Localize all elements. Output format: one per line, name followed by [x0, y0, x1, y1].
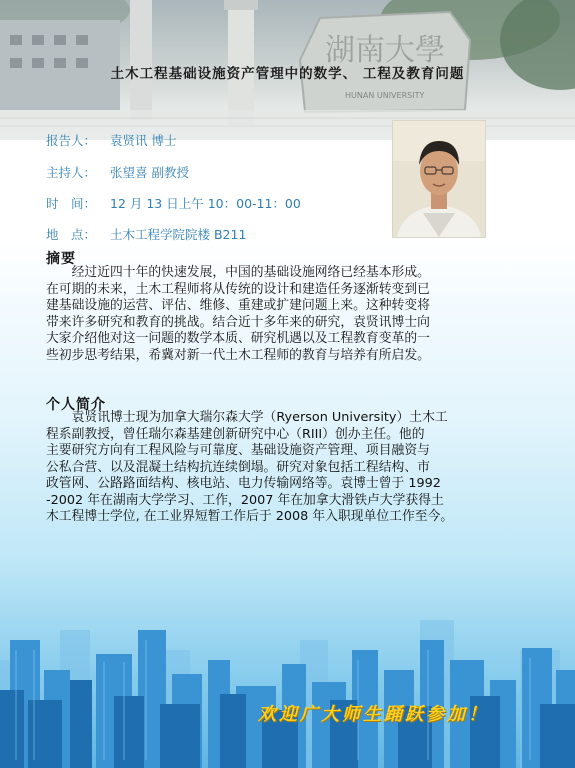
bio-text	[46, 410, 536, 526]
bio-line: 政管网、公路路面结构、核电站、电力传输网络等。袁博士曾于 1992	[46, 476, 441, 491]
speaker-portrait	[393, 121, 485, 237]
poster-title: 土木工程基础设施资产管理中的数学、 工程及教育问题	[110, 66, 465, 82]
bio-line: 袁贤讯博士现为加拿大瑞尔森大学（Ryerson University）土木工	[71, 410, 448, 425]
speaker-value: 袁贤讯 博士	[110, 133, 177, 148]
welcome-slogan: 欢迎广大师生踊跃参加！	[258, 704, 489, 725]
abstract-line: 带来许多研究和教育的挑战。结合近十多年来的研究，袁贤讯博士向	[46, 314, 430, 330]
place-label: 地 点：	[46, 227, 97, 242]
abstract-line: 在可期的未来，土木工程师将从传统的设计和建造任务逐渐转变到已	[46, 281, 430, 297]
place-value: 土木工程学院院楼 B211	[110, 227, 247, 242]
bio-line: 公私合营、以及混凝土结构抗连续倒塌。研究对象包括工程结构、市	[46, 459, 430, 475]
abstract-line: 经过近四十年的快速发展，中国的基础设施网络已经基本形成。	[71, 265, 430, 280]
abstract-heading: 摘要	[46, 251, 76, 267]
time-value: 12 月 13 日上午 10：00-11：00	[110, 196, 301, 211]
city-skyline-illustration	[0, 600, 575, 768]
place-row	[46, 225, 246, 243]
host-row	[46, 163, 189, 181]
bio-line: -2002 年在湖南大学学习、工作，2007 年在加拿大滑铁卢大学获得土	[46, 492, 444, 508]
bio-heading: 个人简介	[46, 397, 106, 413]
bio-line: 程系副教授，曾任瑞尔森基建创新研究中心（RIII）创办主任。他的	[46, 426, 425, 442]
svg-text:湖南大學: 湖南大學	[325, 33, 445, 68]
university-banner-text: HUNAN UNIVERSITY	[345, 91, 425, 100]
host-label: 主持人：	[46, 165, 97, 180]
abstract-line: 建基础设施的运营、评估、维修、重建或扩建问题上来。这种转变将	[46, 298, 430, 313]
abstract-text	[46, 265, 536, 364]
speaker-label: 报告人：	[46, 133, 97, 148]
abstract-line: 些初步思考结果，希冀对新一代土木工程师的教育与培养有所启发。	[46, 347, 430, 363]
speaker-row	[46, 131, 176, 149]
abstract-line: 大家介绍他对这一问题的数学本质、研究机遇以及工程教育变革的一	[46, 331, 430, 346]
host-value: 张望喜 副教授	[110, 165, 189, 180]
time-row	[46, 194, 301, 212]
bio-line: 木工程博士学位, 在工业界短暂工作后于 2008 年入职现单位工作至今。	[46, 509, 454, 524]
time-label: 时 间：	[46, 196, 97, 211]
speaker-photo	[392, 120, 486, 238]
bio-line: 主要研究方向有工程风险与可靠度、基础设施资产管理、项目融资与	[46, 443, 430, 458]
